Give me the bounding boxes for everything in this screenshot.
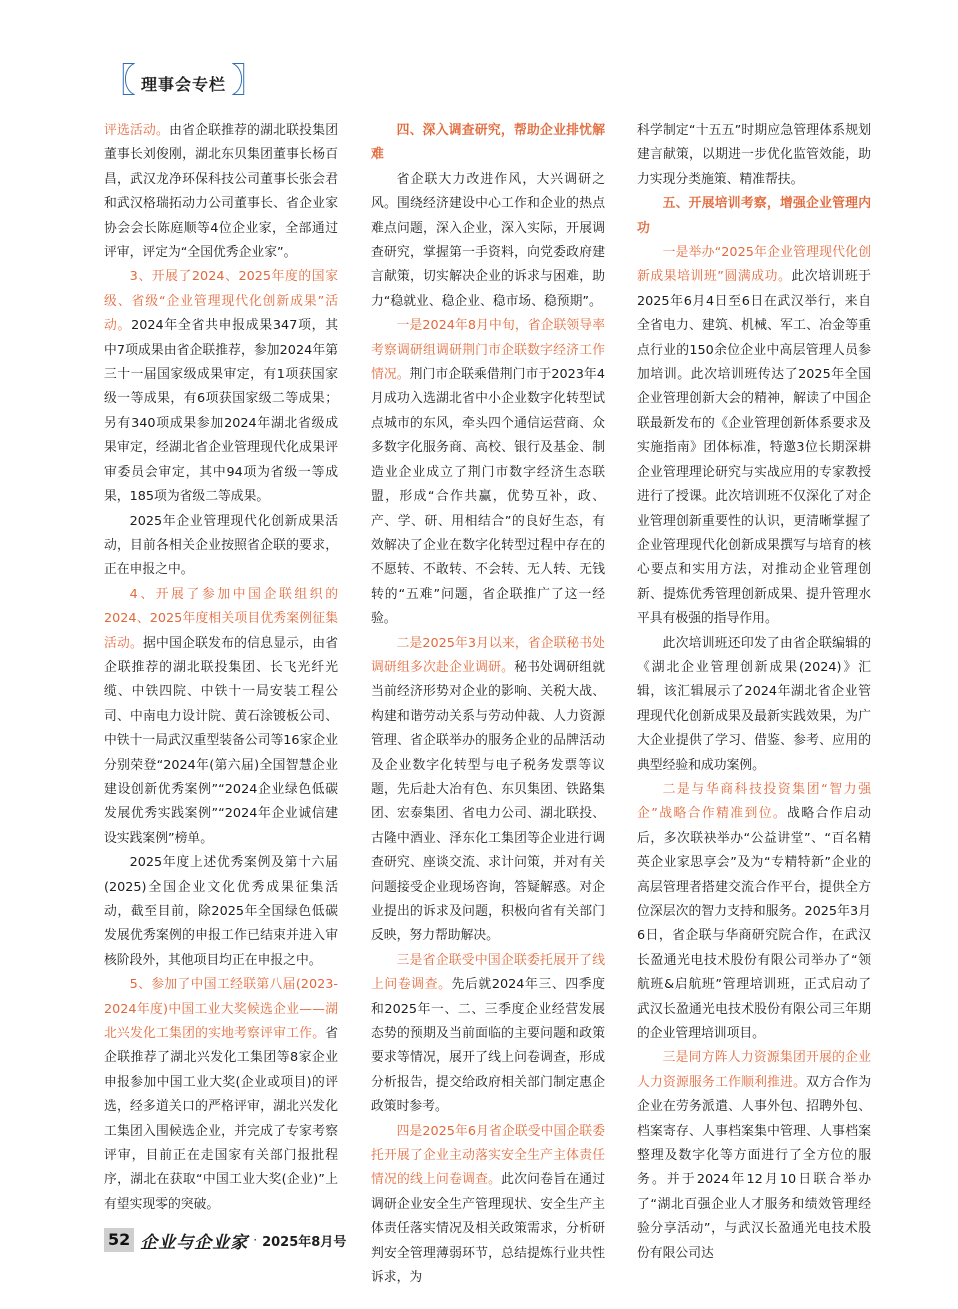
- paragraph: [104, 973, 338, 1217]
- body-text: 2024年全省共申报成果347项，其中7项成果由省企联推荐，参加2024年第三十一届国家级成果审定，有1项获国家级一等成果，有6项获国家级二等成果；另有340项成果参加2024年湖北省级成果审定，经湖北省企业管理现代化成果评审委员会审定，其中94项为省级一等成果，185项为省级二等成果。: [104, 318, 339, 505]
- paragraph: [371, 949, 605, 1120]
- paragraph: [371, 314, 605, 631]
- text-column-3: [637, 119, 871, 1266]
- body-text: 此次问卷旨在通过调研企业安全生产管理现状、安全生产主体责任落实情况及相关政策需求，分析研判安全管理薄弱环节，总结提炼行业共性诉求，为: [371, 1172, 606, 1286]
- paragraph: [371, 119, 605, 168]
- paragraph: [637, 192, 871, 241]
- issue-date: 2025年8月号: [262, 1234, 347, 1250]
- highlight-lead: 二是2025年3月以来，省企联秘书处调研组多次赴企业调研。: [371, 635, 605, 675]
- text-column-1: [104, 119, 338, 1217]
- paragraph: [104, 510, 338, 583]
- paragraph: [371, 168, 605, 314]
- paragraph: [104, 265, 338, 509]
- footer-separator: ·: [253, 1233, 258, 1247]
- paragraph: [637, 1046, 871, 1266]
- page-footer: [104, 1226, 346, 1254]
- highlight-lead: 三是同方阵人力资源集团开展的企业人力资源服务工作顺利推进。: [637, 1050, 871, 1090]
- body-text: 科学制定“十五五”时期应急管理体系规划建言献策，以期进一步优化监管效能，助力实现分类施策、精准帮扶。: [637, 123, 871, 187]
- body-text: 省企联大力改进作风，大兴调研之风。围绕经济建设中心工作和企业的热点难点问题，深入企业，深入实际，开展调查研究，掌握第一手资料，向党委政府建言献策，切实解决企业的诉求与困难，助力“稳就业、稳企业、稳市场、稳预期”。: [371, 171, 605, 309]
- body-text: 双方合作为企业在劳务派遣、人事外包、招聘外包、档案寄存、人事档案集中管理、人事档案整理及数字化等方面进行了全方位的服务。并于2024年12月10日联合举办了“湖北百强企业人才服务和绩效管理经验分享活动”，与武汉长盈通光电技术股份有限公司达: [637, 1074, 872, 1261]
- highlight-lead: 3、开展了2024、2025年度的国家级、省级“企业管理现代化创新成果”活动。: [104, 269, 338, 334]
- body-text: 此次培训班于2025年6月4日至6日在武汉举行，来自全省电力、建筑、机械、军工、冶金等重点行业的150余位企业中高层管理人员参加培训。此次培训班传达了2025年全国企业管理创新大会的精神，解读了中国企联最新发布的《企业管理创新体系要求及实施指南》团体标准，特邀3位长期深耕企业管理理论研究与实战应用的专家教授进行了授课。此次培训班不仅深化了对企业管理创新重要性的认识，更清晰掌握了企业管理现代化创新成果撰写与培育的核心要点和实用方法，对推动企业管理创新、提炼优秀管理创新成果、提升管理水平具有极强的指导作用。: [637, 269, 871, 627]
- paragraph: [371, 632, 605, 949]
- paragraph: [104, 119, 338, 265]
- paragraph: [371, 1120, 605, 1291]
- highlight-lead: 一是2024年8月中旬，省企联领导率考察调研组调研荆门市企联数字经济工作情况。: [371, 318, 605, 383]
- body-text: 省企联推荐了湖北兴发化工集团等8家企业申报参加中国工业大奖(企业或项目)的评选，经多道关口的严格评审，湖北兴发化工集团入围候选企业，并完成了专家考察评审，目前正在走国家有关部门报批程序，湖北在获取“中国工业大奖(企业)”上有望实现零的突破。: [104, 1026, 338, 1212]
- body-text: 此次培训班还印发了由省企联编辑的《湖北企业管理创新成果(2024)》汇辑，该汇辑展示了2024年湖北省企业管理现代化创新成果及最新实践效果，为广大企业提供了学习、借鉴、参考、应用的典型经验和成功案例。: [637, 635, 871, 773]
- body-text: 2025年企业管理现代化创新成果活动，目前各相关企业按照省企联的要求，正在申报之中。: [104, 513, 338, 578]
- paragraph: [637, 632, 871, 778]
- body-text: 据中国企联发布的信息显示，由省企联推荐的湖北联投集团、长飞光纤光缆、中铁四院、中铁十一局安装工程公司、中南电力设计院、黄石涂镀板公司、中铁十一局武汉重型装备公司等16家企业分别荣登“2024年(第六届)全国智慧企业建设创新优秀案例”“2024企业绿色低碳发展优秀实践案例”“2024年企业诚信建设实践案例”榜单。: [104, 635, 339, 846]
- left-bracket: 〖: [102, 61, 136, 101]
- paragraph: [104, 851, 338, 973]
- body-text: 秘书处调研组就当前经济形势对企业的影响、关税大战、构建和谐劳动关系与劳动仲裁、人力资源管理、省企联举办的服务企业的品牌活动及企业数字化转型与电子税务发票等议题，先后赴大冶有色、东贝集团、铁路集团、宏泰集团、省电力公司、湖北联投、古隆中酒业、泽东化工集团等企业进行调查研究、座谈交流、求计问策，并对有关问题接受企业现场咨询，答疑解惑。对企业提出的诉求及问题，积极向省有关部门反映，努力帮助解决。: [371, 659, 606, 944]
- right-bracket: 〗: [231, 61, 266, 101]
- body-text: 战略合作启动后，多次联袂举办“公益讲堂”、“百名精英企业家思享会”及为“专精特新”企业的高层管理者搭建交流合作平台，提供全方位深层次的智力支持和服务。2025年3月6日，省企联与华商研究院合作，在武汉长盈通光电技术股份有限公司举办了“领航班&启航班”管理培训班，正式启动了武汉长盈通光电技术股份有限公司三年期的企业管理培训项目。: [637, 806, 872, 1042]
- highlight-lead: 三是省企联受中国企联委托展开了线上问卷调查。: [371, 952, 605, 993]
- column-title: 理事会专栏: [141, 74, 227, 94]
- section-heading: 五、开展培训考察，增强企业管理内功: [637, 196, 871, 236]
- section-heading: 四、深入调查研究，帮助企业排忧解难: [371, 123, 605, 163]
- magazine-name: 企业与企业家: [140, 1232, 249, 1253]
- highlight-lead: 5、参加了中国工经联第八届(2023-2024年度)中国工业大奖候选企业——湖北兴发化工集团的实地考察评审工作。: [104, 977, 338, 1042]
- highlight-lead: 评选活动。: [104, 123, 170, 138]
- body-text: 荆门市企联乘借荆门市于2023年4月成功入选湖北省中小企业数字化转型试点城市的东风，牵头四个通信运营商、众多数字化服务商、高校、银行及基金、制造业企业成立了荆门市数字经济生态联盟，形成“合作共赢，优势互补，政、产、学、研、用相结合”的良好生态，有效解决了企业在数字化转型过程中存在的不愿转、不敢转、不会转、无人转、无钱转的“五难”问题，省企联推广了这一经验。: [371, 367, 605, 627]
- paragraph: [637, 241, 871, 632]
- highlight-lead: 四是2025年6月省企联受中国企联委托开展了企业主动落实安全生产主体责任情况的线上问卷调查。: [371, 1123, 605, 1188]
- highlight-lead: 二是与华商科技投资集团“智力强企”战略合作精准到位。: [637, 781, 871, 822]
- page-number: 52: [104, 1228, 134, 1252]
- column-header: [102, 61, 266, 101]
- body-text: 由省企联推荐的湖北联投集团董事长刘俊刚，湖北东贝集团董事长杨百昌，武汉龙净环保科技公司董事长张会君和武汉格瑞拓动力公司董事长、省企业家协会会长陈庭顺等4位企业家，全部通过评审，评定为“全国优秀企业家”。: [104, 123, 339, 261]
- paragraph: [637, 119, 871, 192]
- body-text: 2025年度上述优秀案例及第十六届(2025)全国企业文化优秀成果征集活动，截至目前，除2025年全国绿色低碳发展优秀案例的申报工作已结束并进入审核阶段外，其他项目均正在申报之中。: [104, 855, 338, 968]
- highlight-lead: 一是举办“2025年企业管理现代化创新成果培训班”圆满成功。: [637, 245, 871, 285]
- body-text: 先后就2024年三、四季度和2025年一、二、三季度企业经营发展态势的预期及当前面临的主要问题和政策要求等情况，展开了线上问卷调查，形成分析报告，提交给政府相关部门制定惠企政策时参考。: [371, 977, 605, 1115]
- paragraph: [104, 583, 338, 851]
- paragraph: [637, 778, 871, 1046]
- text-column-2: [371, 119, 605, 1291]
- highlight-lead: 4、开展了参加中国企联组织的2024、2025年度相关项目优秀案例征集活动。: [104, 586, 338, 651]
